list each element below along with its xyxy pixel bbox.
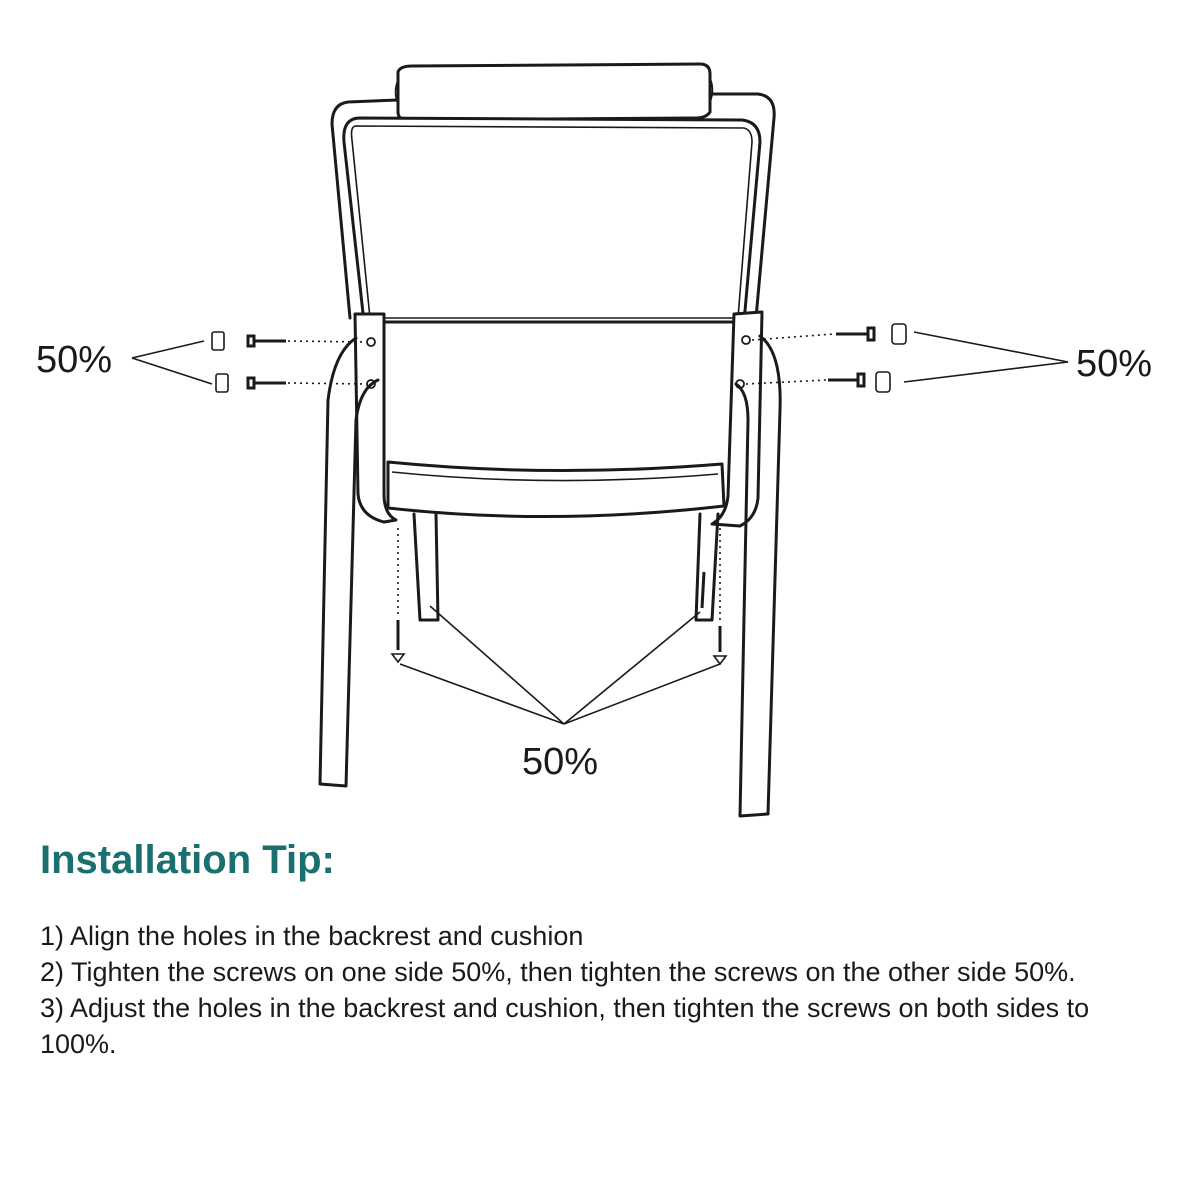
- backrest: [332, 94, 774, 322]
- right-percent-label: 50%: [1076, 343, 1153, 385]
- left-percent-label: 50%: [36, 339, 113, 381]
- step-item: 2) Tighten the screws on one side 50%, then tighten the screws on the other side 50%.: [40, 957, 1076, 987]
- right-screw-set: [746, 324, 906, 392]
- seat-cushion: [388, 462, 724, 517]
- bottom-screw-set: [392, 528, 726, 664]
- installation-tip-title: Installation Tip:: [40, 838, 335, 882]
- left-screw-set: [212, 332, 366, 392]
- step-item: 3) Adjust the holes in the backrest and cushion, then tighten the screws on both sides to 100%.: [40, 993, 1090, 1059]
- bottom-percent-label: 50%: [522, 741, 599, 783]
- callout-lines: [132, 332, 1068, 724]
- installation-steps: [40, 918, 1150, 1062]
- headrest: [396, 64, 713, 120]
- step-item: 1) Align the holes in the backrest and cushion: [40, 921, 584, 951]
